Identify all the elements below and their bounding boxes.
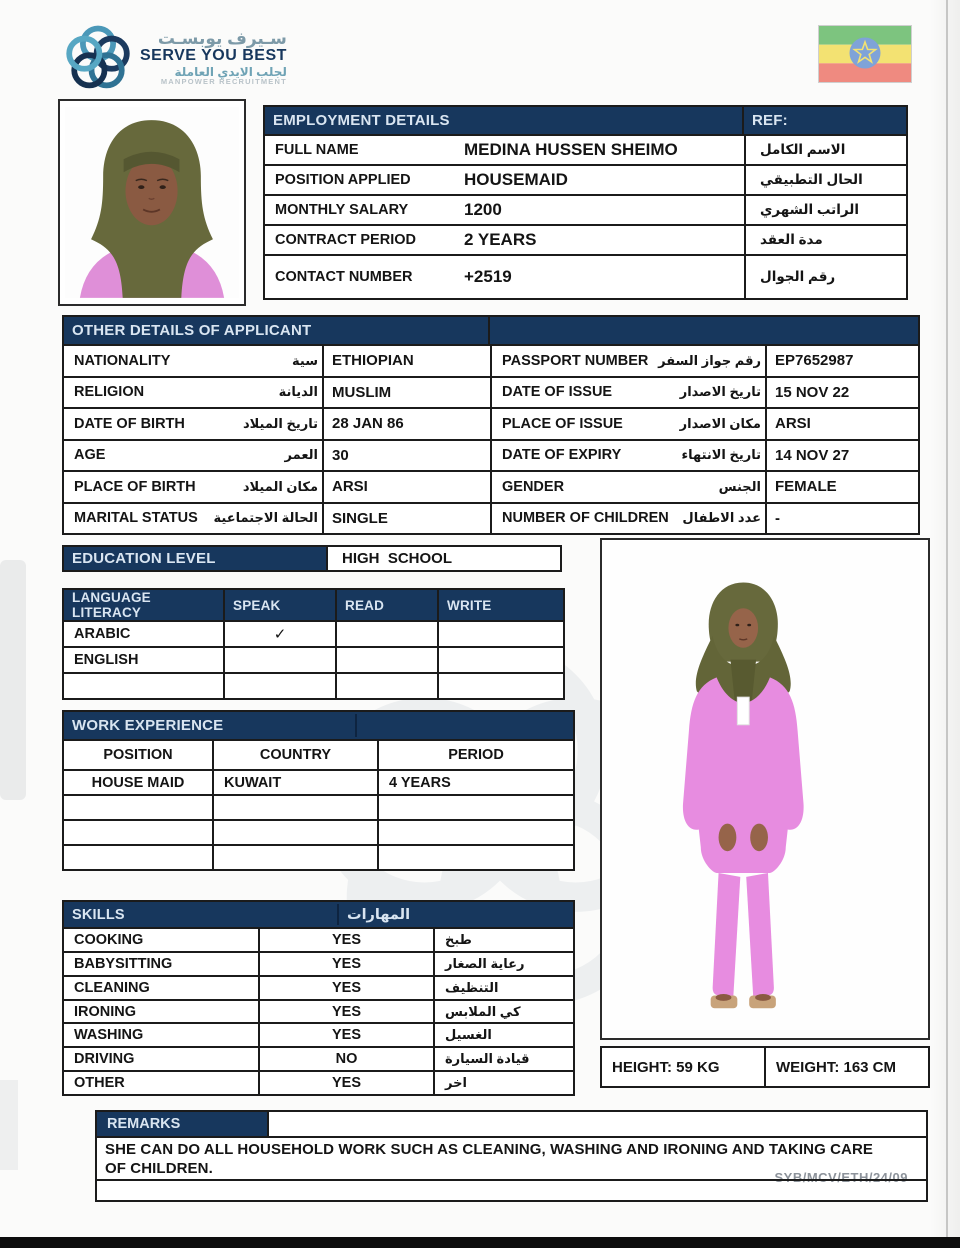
detail-label: RELIGION xyxy=(74,384,145,401)
skill-name: WASHING xyxy=(64,1024,260,1046)
detail-row xyxy=(64,378,490,410)
detail-label-cell xyxy=(492,378,767,408)
employment-table-header xyxy=(265,107,906,136)
detail-label-cell xyxy=(64,378,324,408)
detail-value: ARSI xyxy=(775,415,811,433)
speak-mark: ✓ xyxy=(225,622,337,646)
field-label: MONTHLY SALARY xyxy=(275,202,409,218)
logo-tagline: MANPOWER RECRUITMENT xyxy=(160,77,287,87)
document-ref-code: SYB/MCV/ETH/24/09 xyxy=(774,1170,908,1185)
detail-label: GENDER xyxy=(502,478,565,495)
skill-row xyxy=(64,1072,573,1094)
scan-bottom-strip xyxy=(0,1237,960,1248)
detail-label: DATE OF BIRTH xyxy=(74,415,185,432)
work-position: HOUSE MAID xyxy=(64,771,214,794)
portrait-illustration xyxy=(65,106,239,299)
skill-row xyxy=(64,929,573,953)
skill-name-arabic: التنظيف xyxy=(445,979,499,995)
field-label: POSITION APPLIED xyxy=(275,172,411,188)
detail-label: MARITAL STATUS xyxy=(74,510,198,527)
language-rows xyxy=(64,622,563,698)
work-row xyxy=(64,821,573,846)
read-mark xyxy=(337,648,439,672)
detail-label-cell xyxy=(64,346,324,376)
detail-label-arabic: العمر xyxy=(284,447,318,463)
work-position xyxy=(64,821,214,844)
work-row xyxy=(64,846,573,869)
logo-arabic-tagline: لجلب الايدي العاملة xyxy=(174,64,287,79)
height-value: HEIGHT: 59 KG xyxy=(602,1048,766,1086)
detail-value: - xyxy=(775,509,780,527)
detail-label: DATE OF EXPIRY xyxy=(502,447,622,464)
skill-name: IRONING xyxy=(64,1001,260,1023)
detail-label-cell xyxy=(492,504,767,534)
col-speak: SPEAK xyxy=(225,590,337,620)
work-experience-header-right xyxy=(357,712,573,739)
other-details-table xyxy=(62,315,920,535)
detail-label-arabic: عدد الاطفال xyxy=(682,510,761,526)
fullbody-illustration xyxy=(602,540,928,1038)
education-level-value: HIGH SCHOOL xyxy=(328,547,560,570)
detail-value: MUSLIM xyxy=(332,383,392,401)
language-row xyxy=(64,674,563,698)
language-name: ENGLISH xyxy=(64,648,225,672)
detail-label: PASSPORT NUMBER xyxy=(502,352,649,369)
detail-label-arabic: رقم جواز السفر xyxy=(658,352,761,368)
skill-value: YES xyxy=(260,929,435,951)
skills-rows xyxy=(64,929,573,1094)
other-details-header-right xyxy=(490,317,918,344)
detail-value: 28 JAN 86 xyxy=(332,415,404,433)
remarks-section xyxy=(95,1110,928,1202)
work-period xyxy=(379,821,573,844)
work-experience-title: WORK EXPERIENCE xyxy=(72,717,224,734)
employment-row xyxy=(265,226,906,256)
employment-row xyxy=(265,196,906,226)
detail-row xyxy=(492,441,918,473)
detail-row xyxy=(64,346,490,378)
work-position xyxy=(64,846,214,869)
skill-row xyxy=(64,1024,573,1048)
ethiopia-flag xyxy=(818,25,912,83)
write-mark xyxy=(439,674,563,698)
skills-header xyxy=(64,902,573,929)
read-mark xyxy=(337,674,439,698)
detail-label: DATE OF ISSUE xyxy=(502,384,613,401)
write-mark xyxy=(439,648,563,672)
work-row xyxy=(64,796,573,821)
field-label: CONTRACT PERIOD xyxy=(275,232,416,248)
education-level-row xyxy=(62,545,562,572)
detail-row xyxy=(64,472,490,504)
other-details-title: OTHER DETAILS OF APPLICANT xyxy=(64,317,490,344)
right-edge-shade xyxy=(930,0,960,1237)
field-label: CONTACT NUMBER xyxy=(275,269,413,285)
applicant-portrait-photo xyxy=(58,99,246,306)
detail-label-cell xyxy=(492,346,767,376)
field-value: HOUSEMAID xyxy=(464,170,568,189)
detail-row xyxy=(492,409,918,441)
field-label-arabic: الراتب الشهري xyxy=(744,196,906,224)
col-country: COUNTRY xyxy=(214,741,379,769)
other-details-header xyxy=(64,317,918,346)
skill-row xyxy=(64,1048,573,1072)
field-label-arabic: رقم الجوال xyxy=(744,256,906,298)
logo-knot-icon xyxy=(62,22,134,94)
physique-row xyxy=(600,1046,930,1088)
employment-title: EMPLOYMENT DETAILS xyxy=(265,107,744,134)
language-row xyxy=(64,648,563,674)
language-literacy-table xyxy=(62,588,565,700)
work-country: KUWAIT xyxy=(214,771,379,794)
work-column-headers xyxy=(64,741,573,771)
read-mark xyxy=(337,622,439,646)
detail-label-arabic: مكان الاصدار xyxy=(679,415,761,431)
work-rows xyxy=(64,771,573,869)
detail-value: EP7652987 xyxy=(775,352,854,370)
skill-value: YES xyxy=(260,1072,435,1094)
employment-row xyxy=(265,256,906,298)
detail-value: ARSI xyxy=(332,478,368,496)
detail-label-arabic: الجنس xyxy=(718,478,761,494)
other-details-right-column xyxy=(490,346,918,533)
detail-label-arabic: سية xyxy=(292,352,318,368)
skill-value: YES xyxy=(260,977,435,999)
weight-value: WEIGHT: 163 CM xyxy=(766,1048,928,1086)
language-name xyxy=(64,674,225,698)
skill-name: COOKING xyxy=(64,929,260,951)
remarks-divider xyxy=(97,1179,926,1181)
other-details-left-column xyxy=(64,346,490,533)
employment-rows xyxy=(265,136,906,298)
logo-name: SERVE YOU BEST xyxy=(140,46,287,64)
detail-label: NATIONALITY xyxy=(74,352,171,369)
skill-row xyxy=(64,977,573,1001)
page-edge-line xyxy=(946,0,948,1237)
detail-label-cell xyxy=(64,441,324,471)
skill-value: YES xyxy=(260,1024,435,1046)
detail-label-cell xyxy=(492,441,767,471)
skill-name-arabic: قيادة السيارة xyxy=(445,1051,530,1067)
col-write: WRITE xyxy=(447,597,492,613)
skill-value: NO xyxy=(260,1048,435,1070)
skill-value: YES xyxy=(260,953,435,975)
detail-label: PLACE OF BIRTH xyxy=(74,478,196,495)
detail-label-arabic: مكان الميلاد xyxy=(242,478,318,494)
skill-value: YES xyxy=(260,1001,435,1023)
skill-name: DRIVING xyxy=(64,1048,260,1070)
detail-row xyxy=(492,346,918,378)
speak-mark xyxy=(225,648,337,672)
detail-value: ETHIOPIAN xyxy=(332,352,414,370)
scan-smudge xyxy=(0,560,26,800)
field-value: +2519 xyxy=(464,267,512,286)
detail-row xyxy=(64,409,490,441)
col-position: POSITION xyxy=(64,741,214,769)
employment-row xyxy=(265,136,906,166)
detail-row xyxy=(492,504,918,534)
work-row xyxy=(64,771,573,796)
field-value: 1200 xyxy=(464,200,502,219)
detail-label: PLACE OF ISSUE xyxy=(502,415,623,432)
work-country xyxy=(214,796,379,819)
employment-details-table xyxy=(263,105,908,300)
skill-name: OTHER xyxy=(64,1072,260,1094)
detail-label-cell xyxy=(64,504,324,534)
detail-row xyxy=(64,441,490,473)
detail-value: 15 NOV 22 xyxy=(775,383,850,401)
field-value: 2 YEARS xyxy=(464,230,537,249)
work-country xyxy=(214,821,379,844)
detail-label-cell xyxy=(64,409,324,439)
work-period: 4 YEARS xyxy=(389,774,451,791)
detail-value: 30 xyxy=(332,446,349,464)
remarks-text: SHE CAN DO ALL HOUSEHOLD WORK SUCH AS CLEANING, WASHING AND IRONING AND TAKING CARE OF CHILDREN. xyxy=(105,1141,874,1177)
field-label-arabic: الحال التطبيقي xyxy=(744,166,906,194)
skill-name-arabic: اخر xyxy=(445,1075,467,1091)
remarks-title: REMARKS xyxy=(97,1112,269,1136)
detail-label-arabic: تاريخ الميلاد xyxy=(242,415,318,431)
work-position xyxy=(64,796,214,819)
detail-row xyxy=(492,472,918,504)
skill-name-arabic: كي الملابس xyxy=(445,1003,521,1019)
work-experience-header xyxy=(64,712,573,741)
education-level-label: EDUCATION LEVEL xyxy=(64,547,328,570)
ref-label: REF: xyxy=(744,107,906,134)
skill-name-arabic: طبخ xyxy=(445,931,472,947)
detail-label: AGE xyxy=(74,447,106,464)
work-experience-table xyxy=(62,710,575,871)
language-table-header xyxy=(64,590,563,622)
detail-value: SINGLE xyxy=(332,509,388,527)
language-row xyxy=(64,622,563,648)
skill-name: BABYSITTING xyxy=(64,953,260,975)
language-name: ARABIC xyxy=(64,622,225,646)
work-period xyxy=(379,846,573,869)
detail-value: FEMALE xyxy=(775,478,837,496)
detail-label-cell xyxy=(492,472,767,502)
detail-label-arabic: الديانة xyxy=(278,384,318,400)
detail-value: 14 NOV 27 xyxy=(775,446,850,464)
skills-title-arabic: المهارات xyxy=(347,906,411,923)
col-language: LANGUAGE LITERACY xyxy=(64,590,225,620)
scan-smudge xyxy=(0,1080,18,1170)
field-label-arabic: الاسم الكامل xyxy=(744,136,906,164)
field-label: FULL NAME xyxy=(275,142,359,158)
detail-label-cell xyxy=(492,409,767,439)
field-value: MEDINA HUSSEN SHEIMO xyxy=(464,140,678,159)
work-country xyxy=(214,846,379,869)
employment-row xyxy=(265,166,906,196)
write-mark xyxy=(439,622,563,646)
skills-table xyxy=(62,900,575,1096)
skill-row xyxy=(64,1001,573,1025)
col-period: PERIOD xyxy=(448,747,504,763)
detail-label-cell xyxy=(64,472,324,502)
skills-title: SKILLS xyxy=(72,906,125,923)
logo-arabic-name: سـيرف يوبسـت xyxy=(157,28,287,48)
detail-label: NUMBER OF CHILDREN xyxy=(502,510,669,527)
skill-name-arabic: الغسيل xyxy=(445,1027,492,1043)
skill-name-arabic: رعاية الصغار xyxy=(445,955,525,971)
detail-label-arabic: تاريخ الاصدار xyxy=(679,384,761,400)
detail-label-arabic: الحالة الاجتماعية xyxy=(213,510,318,526)
detail-row xyxy=(492,378,918,410)
company-logo xyxy=(62,22,322,94)
applicant-fullbody-photo xyxy=(600,538,930,1040)
detail-label-arabic: تاريخ الانتهاء xyxy=(681,447,761,463)
speak-mark xyxy=(225,674,337,698)
field-label-arabic: مدة العقد xyxy=(744,226,906,254)
skill-name: CLEANING xyxy=(64,977,260,999)
remarks-divider xyxy=(97,1136,926,1138)
work-period xyxy=(379,796,573,819)
col-read: READ xyxy=(337,590,439,620)
skill-row xyxy=(64,953,573,977)
detail-row xyxy=(64,504,490,534)
